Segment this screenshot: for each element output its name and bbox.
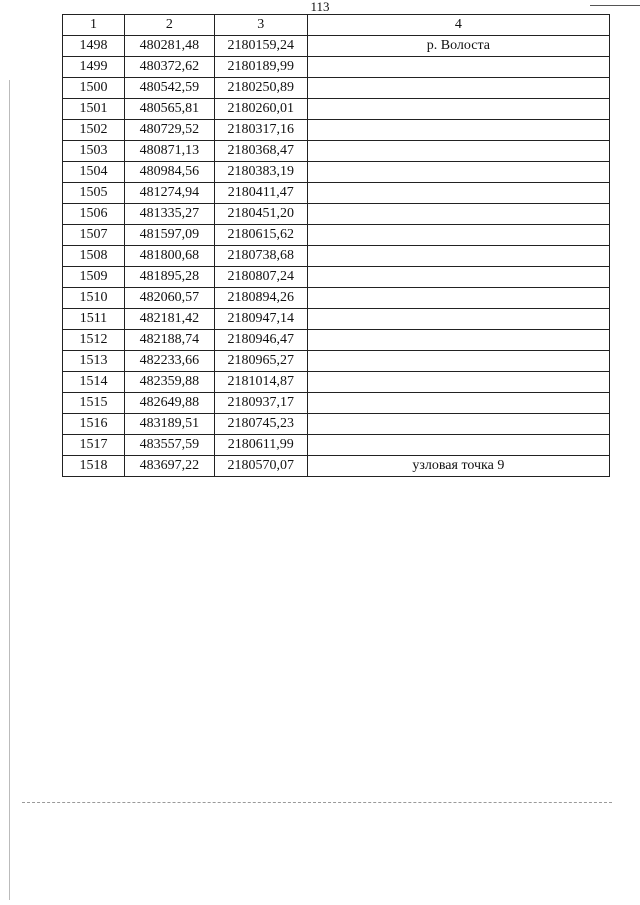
note-cell	[307, 225, 609, 246]
y-coordinate-cell: 2180937,17	[214, 393, 307, 414]
x-coordinate-cell: 482181,42	[124, 309, 214, 330]
x-coordinate-cell: 481895,28	[124, 267, 214, 288]
table-row	[63, 57, 610, 78]
note-cell: р. Волоста	[307, 36, 609, 57]
note-cell	[307, 246, 609, 267]
point-number-cell: 1508	[63, 246, 125, 267]
table-row	[63, 393, 610, 414]
point-number-cell: 1512	[63, 330, 125, 351]
table-row	[63, 435, 610, 456]
column-header-2: 2	[124, 15, 214, 36]
point-number-cell: 1516	[63, 414, 125, 435]
note-cell	[307, 393, 609, 414]
point-number-cell: 1507	[63, 225, 125, 246]
table-row	[63, 414, 610, 435]
point-number-cell: 1513	[63, 351, 125, 372]
point-number-cell: 1518	[63, 456, 125, 477]
note-cell: узловая точка 9	[307, 456, 609, 477]
note-cell	[307, 99, 609, 120]
x-coordinate-cell: 483697,22	[124, 456, 214, 477]
x-coordinate-cell: 480565,81	[124, 99, 214, 120]
y-coordinate-cell: 2180383,19	[214, 162, 307, 183]
table-row	[63, 36, 610, 57]
table-row	[63, 309, 610, 330]
x-coordinate-cell: 482359,88	[124, 372, 214, 393]
table-row	[63, 351, 610, 372]
y-coordinate-cell: 2180611,99	[214, 435, 307, 456]
table-row	[63, 330, 610, 351]
x-coordinate-cell: 480984,56	[124, 162, 214, 183]
note-cell	[307, 351, 609, 372]
point-number-cell: 1499	[63, 57, 125, 78]
table-row	[63, 456, 610, 477]
x-coordinate-cell: 480281,48	[124, 36, 214, 57]
table-row	[63, 99, 610, 120]
y-coordinate-cell: 2180451,20	[214, 204, 307, 225]
y-coordinate-cell: 2180317,16	[214, 120, 307, 141]
page-number: 113	[310, 0, 330, 14]
x-coordinate-cell: 480729,52	[124, 120, 214, 141]
y-coordinate-cell: 2180965,27	[214, 351, 307, 372]
point-number-cell: 1510	[63, 288, 125, 309]
point-number-cell: 1506	[63, 204, 125, 225]
scan-artifact-dashes	[22, 802, 612, 803]
x-coordinate-cell: 481800,68	[124, 246, 214, 267]
point-number-cell: 1498	[63, 36, 125, 57]
point-number-cell: 1509	[63, 267, 125, 288]
x-coordinate-cell: 482188,74	[124, 330, 214, 351]
point-number-cell: 1504	[63, 162, 125, 183]
y-coordinate-cell: 2180411,47	[214, 183, 307, 204]
column-header-3: 3	[214, 15, 307, 36]
table-header-row	[63, 15, 610, 36]
column-header-4: 4	[307, 15, 609, 36]
point-number-cell: 1502	[63, 120, 125, 141]
y-coordinate-cell: 2180946,47	[214, 330, 307, 351]
table-row	[63, 225, 610, 246]
table-row	[63, 120, 610, 141]
point-number-cell: 1501	[63, 99, 125, 120]
y-coordinate-cell: 2180189,99	[214, 57, 307, 78]
x-coordinate-cell: 482649,88	[124, 393, 214, 414]
coordinates-table-body	[63, 15, 610, 477]
note-cell	[307, 372, 609, 393]
table-row	[63, 372, 610, 393]
point-number-cell: 1500	[63, 78, 125, 99]
x-coordinate-cell: 481274,94	[124, 183, 214, 204]
scan-artifact-line	[590, 5, 640, 6]
y-coordinate-cell: 2181014,87	[214, 372, 307, 393]
table-row	[63, 204, 610, 225]
point-number-cell: 1514	[63, 372, 125, 393]
y-coordinate-cell: 2180947,14	[214, 309, 307, 330]
scan-artifact-edge	[9, 80, 10, 900]
y-coordinate-cell: 2180894,26	[214, 288, 307, 309]
y-coordinate-cell: 2180807,24	[214, 267, 307, 288]
point-number-cell: 1511	[63, 309, 125, 330]
note-cell	[307, 435, 609, 456]
table-row	[63, 141, 610, 162]
y-coordinate-cell: 2180745,23	[214, 414, 307, 435]
x-coordinate-cell: 480372,62	[124, 57, 214, 78]
y-coordinate-cell: 2180570,07	[214, 456, 307, 477]
table-row	[63, 246, 610, 267]
y-coordinate-cell: 2180368,47	[214, 141, 307, 162]
note-cell	[307, 414, 609, 435]
y-coordinate-cell: 2180250,89	[214, 78, 307, 99]
note-cell	[307, 330, 609, 351]
note-cell	[307, 204, 609, 225]
point-number-cell: 1515	[63, 393, 125, 414]
table-row	[63, 162, 610, 183]
x-coordinate-cell: 483189,51	[124, 414, 214, 435]
x-coordinate-cell: 482060,57	[124, 288, 214, 309]
note-cell	[307, 120, 609, 141]
x-coordinate-cell: 480542,59	[124, 78, 214, 99]
column-header-1: 1	[63, 15, 125, 36]
y-coordinate-cell: 2180738,68	[214, 246, 307, 267]
x-coordinate-cell: 483557,59	[124, 435, 214, 456]
note-cell	[307, 309, 609, 330]
note-cell	[307, 288, 609, 309]
note-cell	[307, 78, 609, 99]
note-cell	[307, 57, 609, 78]
point-number-cell: 1517	[63, 435, 125, 456]
table-row	[63, 267, 610, 288]
coordinates-table	[62, 14, 610, 477]
point-number-cell: 1505	[63, 183, 125, 204]
note-cell	[307, 141, 609, 162]
note-cell	[307, 183, 609, 204]
table-row	[63, 78, 610, 99]
x-coordinate-cell: 482233,66	[124, 351, 214, 372]
point-number-cell: 1503	[63, 141, 125, 162]
note-cell	[307, 267, 609, 288]
y-coordinate-cell: 2180615,62	[214, 225, 307, 246]
table-row	[63, 183, 610, 204]
y-coordinate-cell: 2180260,01	[214, 99, 307, 120]
x-coordinate-cell: 480871,13	[124, 141, 214, 162]
table-row	[63, 288, 610, 309]
x-coordinate-cell: 481335,27	[124, 204, 214, 225]
x-coordinate-cell: 481597,09	[124, 225, 214, 246]
y-coordinate-cell: 2180159,24	[214, 36, 307, 57]
note-cell	[307, 162, 609, 183]
